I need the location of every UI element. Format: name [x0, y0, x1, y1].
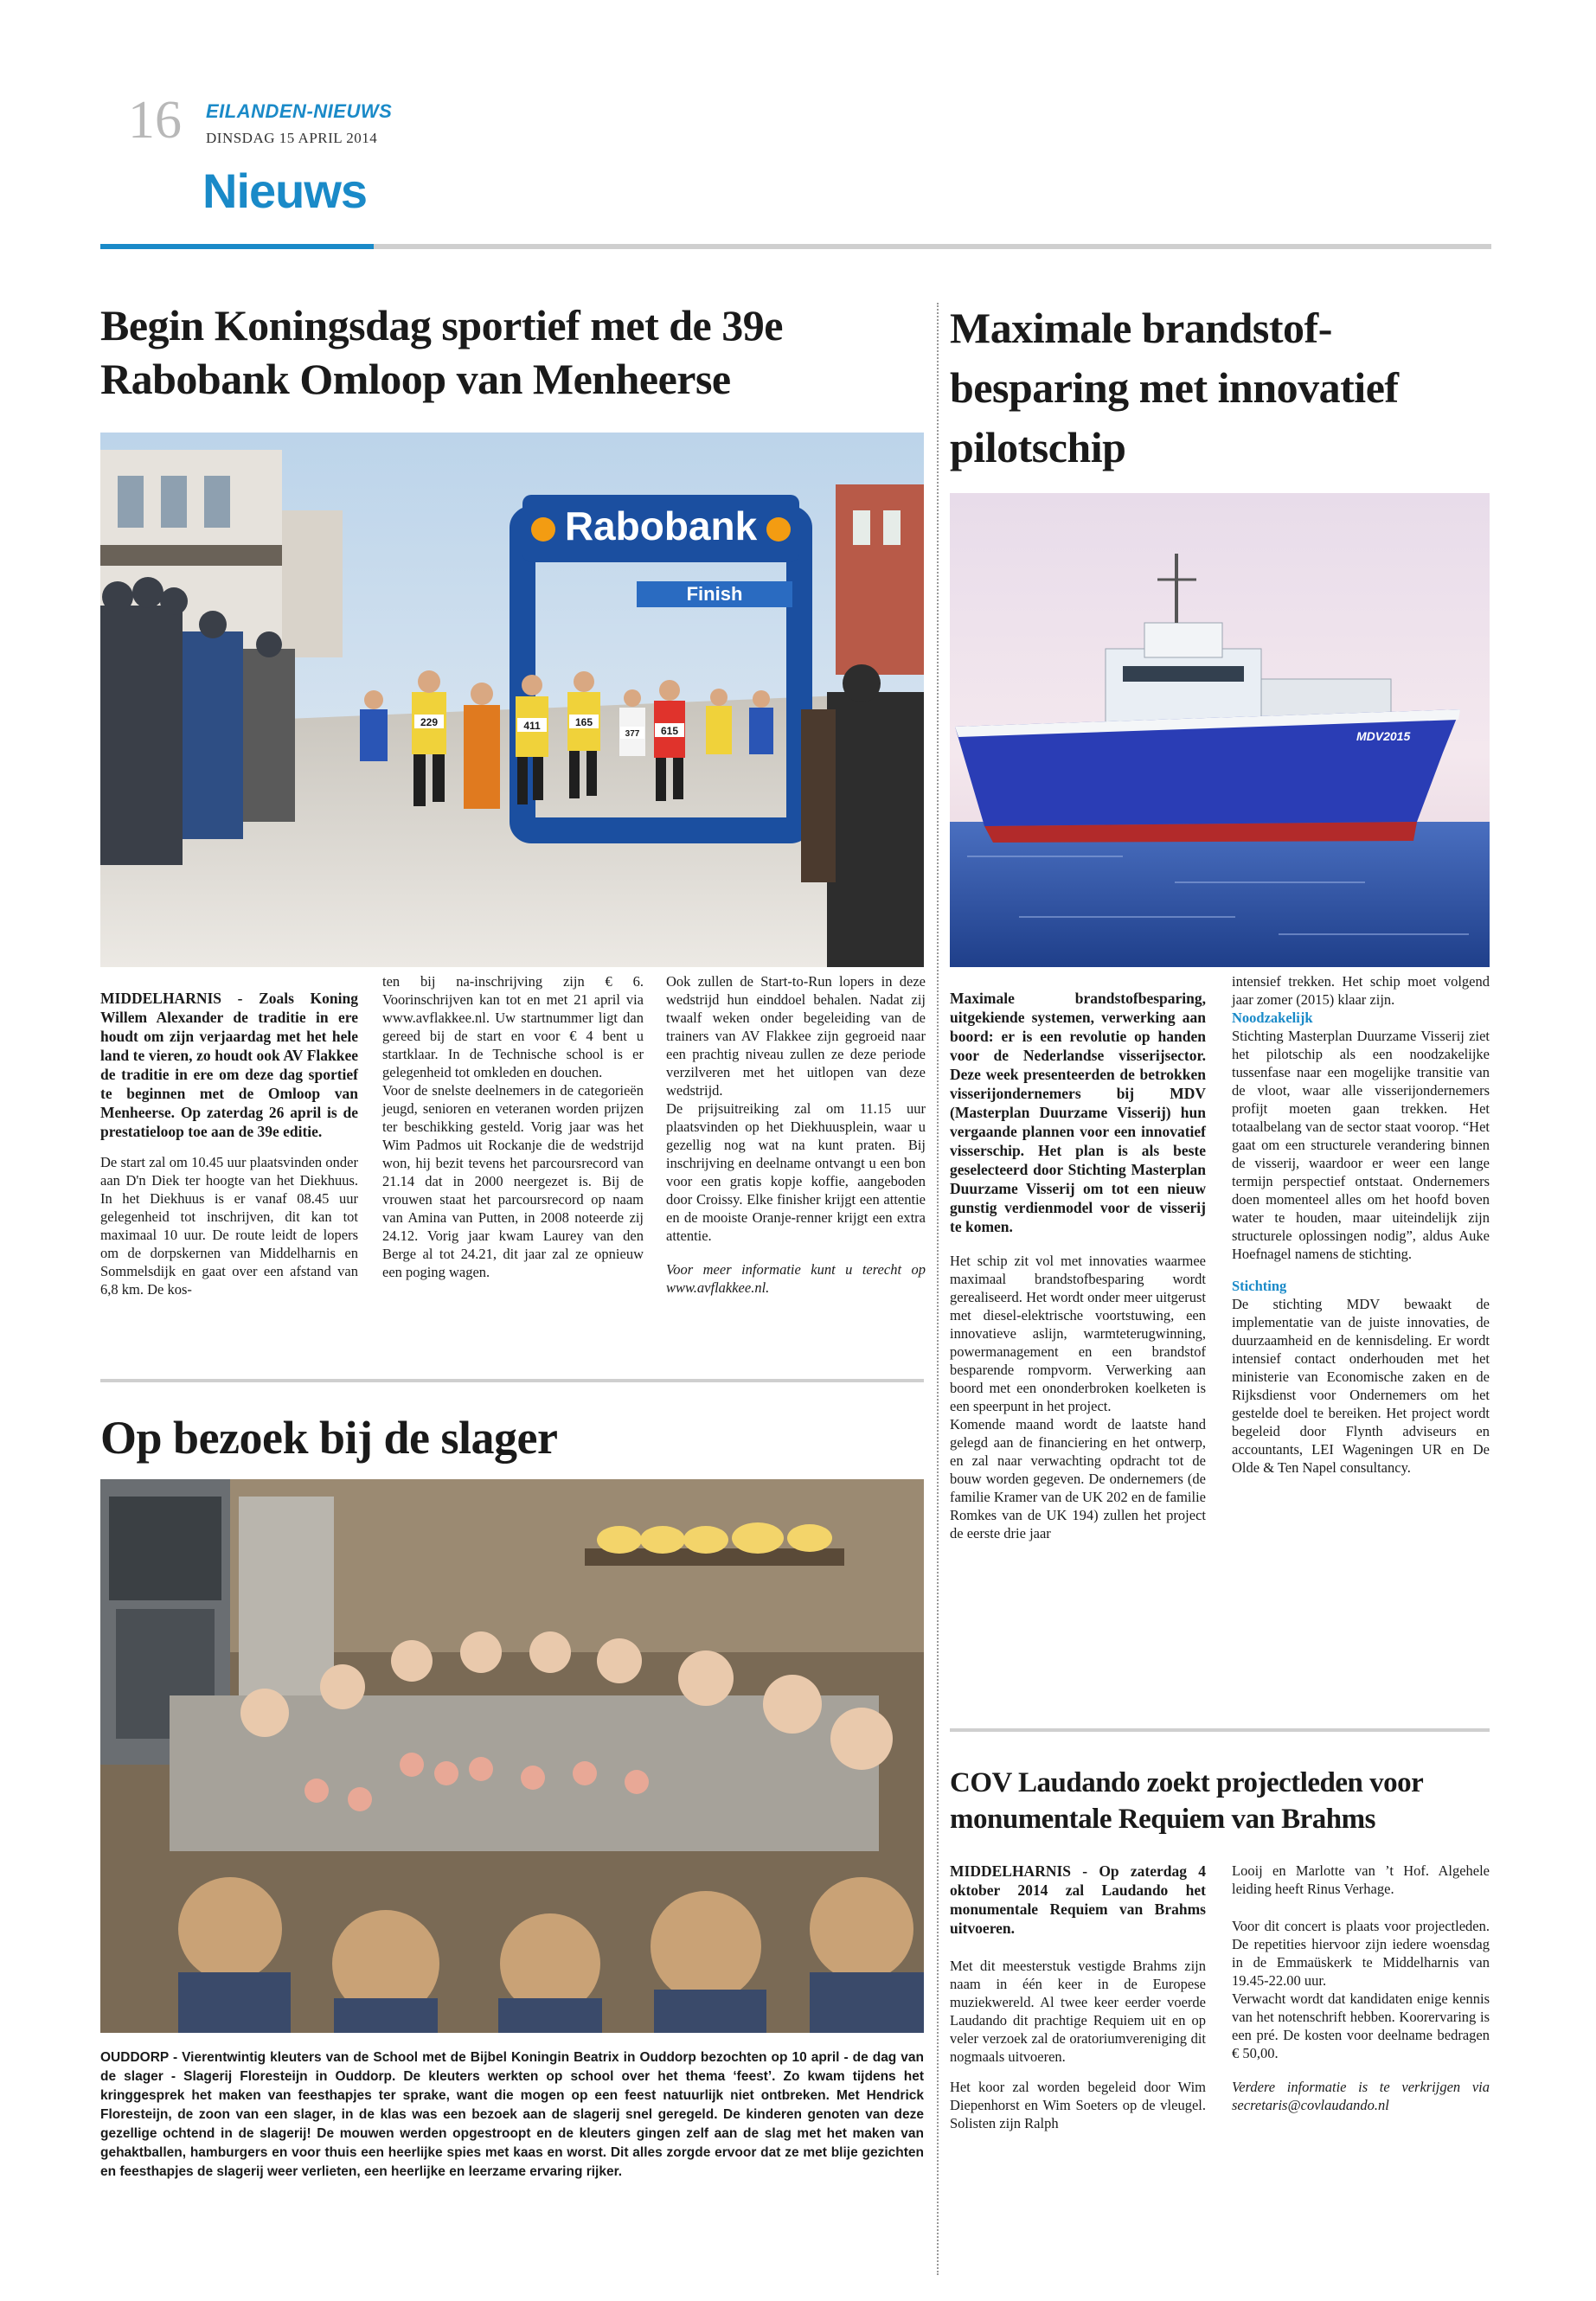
- bib-number: 229: [420, 716, 439, 728]
- bib-number: 615: [660, 725, 679, 737]
- photo-caption-slager: OUDDORP - Vierentwintig kleuters van de School met de Bijbel Koningin Beatrix in Ouddorp bezochten op 10 april - de dag van de slager - Slagerij Floresteijn in Ouddorp. De kleuters werkten op school over het thema ‘feest’. Zo kwam tijdens het kringgesprek het maken van feesthapjes ter sprake, want die mogen op een feest natuurlijk niet ontbreken. Met Hendrick Floresteijn, de zoon van een slager, in de klas was een bezoek aan de slagerij snel geregeld. De kinderen genoten van deze gezellige ochtend in de slagerij! De mouwen werden opgestroopt en de kleuters gingen zelf aan de slag met het maken van gehaktballen, hamburgers en voor thuis een heerlijke spies met kaas en worst. Dit alles zorgde ervoor dat ze met blije gezichten en feesthapjes de slagerij weer verlieten, een heerlijke en leerzame ervaring rijker.: [100, 2050, 924, 2179]
- photo-kids-butcher: [100, 1479, 924, 2033]
- newspaper-logo: EILANDEN-NIEUWS: [206, 100, 393, 122]
- article-body: De prijsuitreiking zal om 11.15 uur plaatsvinden op het Diekhuusplein, waar u gezellig nog wat na kunt praten. Bij inschrijving en deelname ontvangt u een bon voor een gratis kopje koffie, aangeboden door Croissy. Elke finisher krijgt een attentie en de mooiste Oranje-renner krijgt een extra attentie.: [666, 1100, 926, 1244]
- issue-date: DINSDAG 15 APRIL 2014: [206, 130, 378, 146]
- article-body: Looij en Marlotte van ’t Hof. Algehele leiding heeft Rinus Verhage.: [1232, 1862, 1490, 1897]
- section-rule-accent: [100, 244, 374, 249]
- headline-slager: Op bezoek bij de slager: [100, 1412, 558, 1464]
- article-omloop-col1: [100, 989, 358, 1311]
- article-footer-link: Verdere informatie is te verkrijgen via secretaris@covlaudando.nl: [1232, 2079, 1490, 2113]
- article-divider: [950, 1728, 1490, 1732]
- subheading-stichting: Stichting: [1232, 1278, 1287, 1294]
- article-body: Voor dit concert is plaats voor projectleden. De repetities hiervoor zijn iedere woensdag in de Emmaüskerk te Middelharnis van 19.45-22.00 uur.: [1232, 1918, 1490, 1989]
- article-lead: Maximale brandstofbesparing, uitgekiende systemen, verwerking aan boord: er is een revolutie op handen voor de Nederlandse visserijsector. Deze week presenteerden de betrokken visserijondernemers bij MDV (Masterplan Duurzame Visserij) hun vergaande plannen voor een innovatief visserschip. Het plan is als beste geselecteerd door Stichting Masterplan Duurzame Visserij om tot een nieuw gunstig verdienmodel voor de visserij te komen.: [950, 990, 1206, 1235]
- subheading-noodzakelijk: Noodzakelijk: [1232, 1009, 1313, 1026]
- article-lead: MIDDELHARNIS - Op zaterdag 4 oktober 2014 zal Laudando het monumentale Requiem van Brahms uitvoeren.: [950, 1862, 1206, 1937]
- article-body: Komende maand wordt de laatste hand gelegd aan de financiering en het ontwerp, en zal naar verwachting opdracht tot de bouw worden gegeven. De ondernemers (de familie Kramer van de UK 202 en de familie Romkes van de UK 194) zullen het project de eerste drie jaar: [950, 1416, 1206, 1541]
- article-body: ten bij na-inschrijving zijn € 6. Voorinschrijven kan tot en met 21 april via www.avflakkee.nl. Uw startnummer ligt dan gereed bij de start en voor € 4 bent u startklaar. In de Technische school is er gelegenheid tot omkleden en douchen.: [382, 973, 644, 1080]
- bib-number: 377: [625, 729, 640, 739]
- article-body: De stichting MDV bewaakt de implementatie van de juiste innovaties, de duurzaamheid en de kennisdeling. Er wordt intensief contact onderhouden met het ministerie van Economische zaken en de Rijksdienst voor Ondernemers om het gestelde doel te bereiken. Het project wordt begeleid door Flynth adviseurs en accountants, LEI Wageningen UR en De Olde & Ten Napel consultancy.: [1232, 1296, 1490, 1476]
- article-body: Voor de snelste deelnemers in de categorieën jeugd, senioren en veteranen worden prijzen ter beschikking gesteld. Vorig jaar was het Wim Padmos uit Rockanje die de wedstrijd won, hij bezit tevens het parcoursrecord van 21.14 dat in 2000 neergezet is. Bij de vrouwen staat het parcoursrecord op naam van Amina van Putten, in 2008 noteerde zij 24.12. Vorig jaar kwam Laurey van den Berge al tot 24.21, dit jaar zal ze opnieuw een poging wagen.: [382, 1082, 644, 1280]
- article-omloop-col3: [666, 972, 926, 1309]
- headline-cov-laudando: COV Laudando zoekt projectleden voor monumentale Requiem van Brahms: [950, 1767, 1423, 1835]
- article-omloop-col2: [382, 972, 644, 1293]
- photo-arch-label: Rabobank: [564, 503, 758, 548]
- article-lead: MIDDELHARNIS - Zoals Koning Willem Alexander de traditie in ere houdt om zijn verjaardag met het hele land te vieren, zo houdt ook AV Flakkee de traditie in ere om deze dag sportief te beginnen met de Omloop van Menheerse. Op zaterdag 26 april is de prestatieloop toe aan de 39e editie.: [100, 990, 358, 1140]
- article-divider: [100, 1379, 924, 1382]
- article-body: Ook zullen de Start-to-Run lopers in deze wedstrijd hun einddoel behalen. Nadat zij twaalf weken onder begeleiding van de trainers van AV Flakkee zijn gegroeid naar een prachtig niveau zullen ze deze periode verzilveren met het uitlopen van deze wedstrijd.: [666, 973, 926, 1099]
- article-body: Het schip zit vol met innovaties waarmee maximaal brandstofbesparing wordt gerealiseerd. Het wordt onder meer uitgerust met diesel-elektrische voortstuwing, een innovatieve aslijn, warmteterugwinning, powermanagement en een brandstof besparende rompvorm. Verwerking aan boord met een ononderbroken koelketen is een speerpunt in het project.: [950, 1253, 1206, 1414]
- photo-pilot-ship: [950, 493, 1490, 967]
- article-body: intensief trekken. Het schip moet volgend jaar zomer (2015) klaar zijn.: [1232, 973, 1490, 1008]
- article-body: Het koor zal worden begeleid door Wim Diepenhorst en Wim Soeters op de vleugel. Solisten zijn Ralph: [950, 2079, 1206, 2131]
- article-pilotschip-col2: [1232, 972, 1490, 1489]
- ship-name-label: MDV2015: [1356, 729, 1411, 743]
- section-title: Nieuws: [202, 163, 368, 218]
- article-cov-col1: [950, 1862, 1206, 2144]
- article-body: De start zal om 10.45 uur plaatsvinden onder aan D'n Diek ter hoogte van het Diekhuus. In het Diekhuus is er vanaf 08.45 uur gelegenheid tot inschrijven, dit kan tot maximaal 10 uur. De route leidt de lopers om de dorpskernen van Middelharnis en Sommelsdijk en gaat over een afstand van 6,8 km. De kos-: [100, 1154, 358, 1298]
- headline-pilotschip: Maximale brandstof-besparing met innovatief pilotschip: [950, 304, 1399, 471]
- column-separator: [937, 303, 939, 2275]
- bib-number: 411: [523, 720, 541, 732]
- photo-finish-label: Finish: [686, 583, 743, 605]
- bib-number: 165: [574, 716, 593, 728]
- article-footer-link: Voor meer informatie kunt u terecht op www.avflakkee.nl.: [666, 1261, 926, 1296]
- article-body: Met dit meesterstuk vestigde Brahms zijn naam in één keer in de Europese muziekwereld. Al twee keer eerder voerde Laudando dit prachtige Requiem uit en op veler verzoek zal de oratoriumvereniging dit nogmaals uitvoeren.: [950, 1958, 1206, 2065]
- headline-omloop: Begin Koningsdag sportief met de 39e Rabobank Omloop van Menheerse: [100, 301, 783, 403]
- article-body: Stichting Masterplan Duurzame Visserij ziet het pilotschip als een noodzakelijke tussenfase naar een mogelijke transitie van de vloot, waar alle visserijondernemers profijt moeten gaan trekken. Het totaalbelang van de sector staat voorop. “Het gaat om een structurele verandering binnen de visserij, waardoor er weer een lange termijn perspectief ontstaat. Ondernemers doen momenteel alles om het hoofd boven water te houden, maar uiteindelijk zijn structurele oplossingen nodig”, aldus Auke Hoefnagel namens de stichting.: [1232, 1028, 1490, 1262]
- article-cov-col2: [1232, 1862, 1490, 2126]
- section-rule: [374, 244, 1491, 249]
- photo-runners: [100, 433, 924, 967]
- page-number: 16: [128, 91, 182, 150]
- article-pilotschip-col1: [950, 989, 1206, 1554]
- article-body: Verwacht wordt dat kandidaten enige kennis van het notenschrift hebben. Koorervaring is een pré. De kosten voor deelname bedragen € 50,00.: [1232, 1990, 1490, 2061]
